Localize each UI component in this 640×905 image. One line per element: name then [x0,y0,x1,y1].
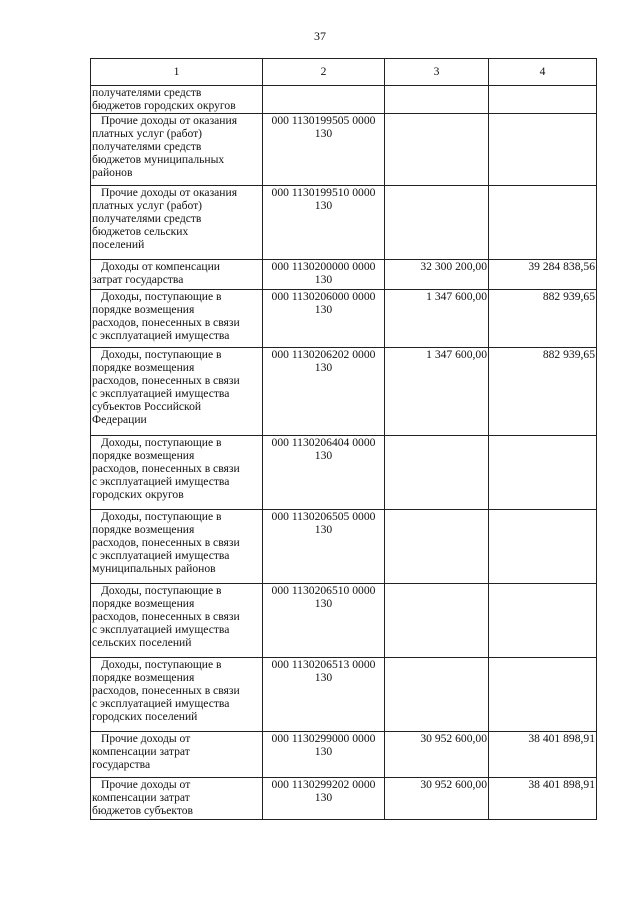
table-row [91,510,597,584]
budget-code-line: 000 1130206202 0000 [271,348,376,361]
table-header-row [91,59,597,86]
plan-amount-cell: 30 952 600,00 [385,732,489,778]
revenue-name-line: расходов, понесенных в связи [92,684,240,698]
revenue-name-line: сельских поселений [92,636,192,650]
budget-code-line: 130 [314,449,333,463]
table-row [91,436,597,510]
table-row [91,658,597,732]
column-header: 1 [91,59,263,86]
revenue-name-cell [91,658,263,732]
table-body [91,86,597,820]
revenue-name-line: государства [92,758,151,772]
budget-code-line: 000 1130206505 0000 [271,510,376,523]
plan-amount-cell: 1 347 600,00 [385,348,489,436]
column-header: 2 [263,59,385,86]
revenue-name-line: поселений [92,238,145,252]
plan-amount-cell: 1 347 600,00 [385,290,489,348]
revenue-name-cell [91,348,263,436]
budget-code-cell [263,290,385,348]
revenue-name-line: Доходы, поступающие в [101,584,222,597]
revenue-name-line: расходов, понесенных в связи [92,610,240,624]
budget-code-line: 000 1130206000 0000 [271,290,376,303]
budget-code-cell [263,584,385,658]
table-row [91,290,597,348]
budget-code-line: 130 [314,273,333,287]
revenue-name-cell [91,584,263,658]
revenue-name-line: с эксплуатацией имущества [92,329,230,343]
revenue-name-cell [91,114,263,186]
actual-amount-cell: 38 401 898,91 [489,778,597,820]
revenue-name-line: Доходы, поступающие в [101,658,222,671]
budget-code-cell [263,510,385,584]
budget-code-line: 000 1130200000 0000 [271,260,376,273]
table-row [91,732,597,778]
budget-code-line: 000 1130206510 0000 [271,584,376,597]
revenue-name-line: Доходы, поступающие в [101,290,222,303]
revenue-name-line: с эксплуатацией имущества [92,387,230,401]
budget-code-line: 000 1130199510 0000 [271,186,376,199]
actual-amount-cell [489,658,597,732]
revenue-name-cell [91,186,263,260]
actual-amount-cell: 39 284 838,56 [489,260,597,290]
revenue-name-line: порядке возмещения [92,671,195,685]
actual-amount-cell [489,114,597,186]
budget-code-line: 000 1130199505 0000 [271,114,376,127]
revenue-name-line: компенсации затрат [92,791,190,805]
revenue-name-cell [91,86,263,114]
revenue-name-line: с эксплуатацией имущества [92,475,230,489]
revenue-name-line: бюджетов сельских [92,225,189,239]
plan-amount-cell [385,510,489,584]
revenue-name-line: Прочие доходы от [101,732,191,745]
revenue-name-line: платных услуг (работ) [92,199,203,213]
revenue-name-cell [91,732,263,778]
budget-code-cell [263,778,385,820]
table-row [91,86,597,114]
actual-amount-cell [489,510,597,584]
budget-code-cell [263,114,385,186]
column-header: 4 [489,59,597,86]
revenue-name-line: с эксплуатацией имущества [92,623,230,637]
table-row [91,186,597,260]
budget-code-cell [263,86,385,114]
revenue-name-line: городских округов [92,488,184,502]
budget-code-line: 130 [314,127,333,141]
budget-code-line: 000 1130206404 0000 [271,436,376,449]
budget-code-line: 000 1130299202 0000 [271,778,376,791]
column-header: 3 [385,59,489,86]
revenue-name-line: бюджетов городских округов [92,99,236,113]
plan-amount-cell: 32 300 200,00 [385,260,489,290]
budget-code-line: 130 [314,361,333,375]
revenue-table [90,58,597,820]
budget-code-cell [263,260,385,290]
plan-amount-cell [385,114,489,186]
budget-code-line: 130 [314,671,333,685]
revenue-name-line: затрат государства [92,273,184,287]
revenue-name-line: расходов, понесенных в связи [92,374,240,388]
plan-amount-cell: 30 952 600,00 [385,778,489,820]
revenue-name-line: бюджетов муниципальных [92,153,225,167]
revenue-name-line: районов [92,166,133,180]
revenue-name-line: бюджетов субъектов [92,804,194,818]
table-row [91,260,597,290]
revenue-name-cell [91,260,263,290]
revenue-name-line: городских поселений [92,710,198,724]
budget-code-line: 000 1130299000 0000 [271,732,376,745]
revenue-name-line: муниципальных районов [92,562,216,576]
budget-code-cell [263,186,385,260]
revenue-name-line: Доходы, поступающие в [101,436,222,449]
revenue-name-line: Прочие доходы от [101,778,191,791]
revenue-name-line: порядке возмещения [92,361,195,375]
budget-code-line: 130 [314,745,333,759]
budget-code-line: 130 [314,523,333,537]
actual-amount-cell [489,186,597,260]
budget-code-cell [263,348,385,436]
revenue-name-line: Доходы, поступающие в [101,348,222,361]
revenue-name-line: Прочие доходы от оказания [101,186,238,199]
revenue-name-cell [91,510,263,584]
budget-code-cell [263,436,385,510]
plan-amount-cell [385,584,489,658]
revenue-name-line: Доходы, поступающие в [101,510,222,523]
actual-amount-cell [489,436,597,510]
revenue-name-line: расходов, понесенных в связи [92,536,240,550]
revenue-name-line: с эксплуатацией имущества [92,549,230,563]
revenue-name-line: компенсации затрат [92,745,190,759]
revenue-name-line: порядке возмещения [92,303,195,317]
budget-code-line: 130 [314,303,333,317]
revenue-name-line: расходов, понесенных в связи [92,462,240,476]
revenue-name-line: Прочие доходы от оказания [101,114,238,127]
budget-code-line: 000 1130206513 0000 [271,658,376,671]
plan-amount-cell [385,186,489,260]
revenue-name-cell [91,436,263,510]
revenue-name-line: с эксплуатацией имущества [92,697,230,711]
revenue-name-line: порядке возмещения [92,449,195,463]
budget-code-line: 130 [314,199,333,213]
revenue-name-line: Федерации [92,413,147,427]
revenue-name-line: порядке возмещения [92,523,195,537]
table-row [91,114,597,186]
plan-amount-cell [385,658,489,732]
revenue-name-cell [91,290,263,348]
plan-amount-cell [385,436,489,510]
table-row [91,778,597,820]
plan-amount-cell [385,86,489,114]
revenue-name-line: получателями средств [92,140,202,154]
actual-amount-cell: 882 939,65 [489,348,597,436]
revenue-name-cell [91,778,263,820]
revenue-name-line: Доходы от компенсации [101,260,220,273]
actual-amount-cell [489,86,597,114]
revenue-name-line: получателями средств [92,212,202,226]
table-row [91,584,597,658]
revenue-name-line: субъектов Российской [92,400,202,414]
budget-code-line: 130 [314,597,333,611]
revenue-name-line: получателями средств [92,86,202,99]
table-row [91,348,597,436]
revenue-name-line: порядке возмещения [92,597,195,611]
actual-amount-cell: 38 401 898,91 [489,732,597,778]
revenue-name-line: платных услуг (работ) [92,127,203,141]
budget-code-cell [263,732,385,778]
actual-amount-cell: 882 939,65 [489,290,597,348]
budget-code-line: 130 [314,791,333,805]
revenue-name-line: расходов, понесенных в связи [92,316,240,330]
budget-code-cell [263,658,385,732]
page-number: 37 [314,29,326,43]
actual-amount-cell [489,584,597,658]
